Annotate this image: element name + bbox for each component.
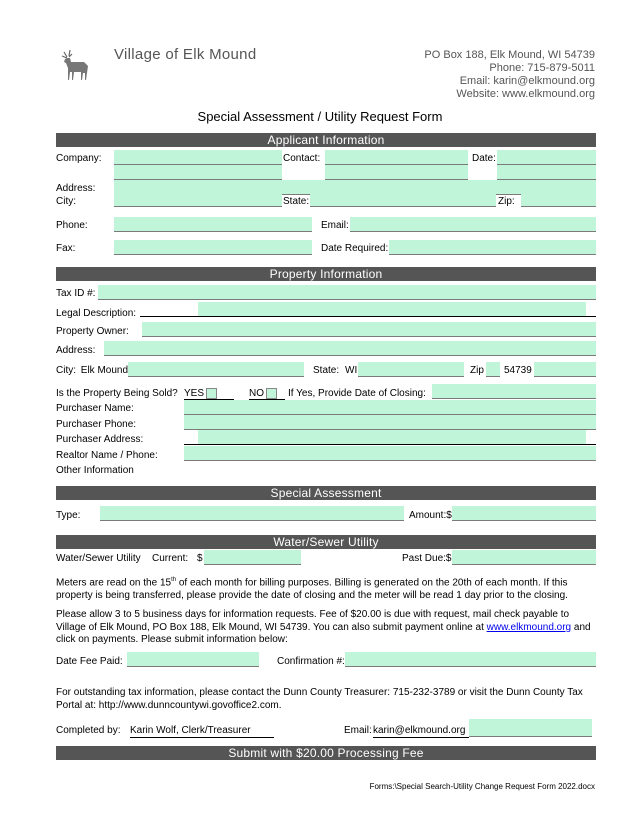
contact-field[interactable] <box>325 150 468 165</box>
address-label: Address: <box>56 183 96 194</box>
meter-paragraph <box>56 574 596 602</box>
company-field[interactable] <box>114 150 282 165</box>
yes-checkbox[interactable] <box>206 388 217 399</box>
date-fee-paid-field[interactable] <box>127 652 259 667</box>
amount-field[interactable] <box>452 506 596 521</box>
form-title: Special Assessment / Utility Request Form <box>197 109 443 124</box>
completed-by-value: Karin Wolf, Clerk/Treasurer <box>130 725 274 738</box>
section-applicant: Applicant Information <box>56 133 596 147</box>
company-field-2[interactable] <box>114 165 282 180</box>
past-due-label: Past Due:$ <box>402 553 452 564</box>
no-checkbox[interactable] <box>266 388 277 399</box>
date-required-field[interactable] <box>389 240 596 255</box>
purchaser-phone-field[interactable] <box>184 415 596 430</box>
phone-label: Phone: <box>56 220 88 231</box>
fax-label: Fax: <box>56 243 76 254</box>
city-label-text: City: <box>56 365 76 376</box>
realtor-field[interactable] <box>184 446 596 461</box>
zip-field[interactable] <box>521 194 596 207</box>
being-sold-label: Is the Property Being Sold? <box>56 388 178 399</box>
meter-text-b: of each month for billing purposes. Billing is generated on the 20th of each month. If this property is being transferred, please provide the date of closing and the meter will be read 1 day prior to the closing. <box>56 577 568 601</box>
elk-logo-icon <box>58 46 94 82</box>
property-state-label: State: <box>313 365 340 376</box>
contact-field-2[interactable] <box>325 165 468 180</box>
amount-label: Amount:$ <box>409 510 452 521</box>
meter-text-sup: th <box>171 577 177 583</box>
purchaser-name-field[interactable] <box>184 400 596 415</box>
date-label: Date: <box>472 153 496 164</box>
property-address-field[interactable] <box>104 341 596 356</box>
current-field[interactable] <box>204 550 301 565</box>
type-label: Type: <box>56 510 81 521</box>
state-label: State: <box>283 196 310 207</box>
no-label: NO <box>249 388 264 400</box>
fee-paragraph <box>56 609 596 647</box>
legal-description-field[interactable] <box>198 302 586 317</box>
email-field[interactable] <box>350 217 596 232</box>
zip-label: Zip: <box>498 196 515 207</box>
company-label: Company: <box>56 153 102 164</box>
property-owner-label: Property Owner: <box>56 326 129 337</box>
property-zip-field[interactable] <box>534 362 596 377</box>
confirmation-field[interactable] <box>345 652 596 667</box>
confirmation-label: Confirmation #: <box>277 656 345 667</box>
org-address: PO Box 188, Elk Mound, WI 54739 <box>424 49 595 61</box>
city-label: City: <box>56 196 76 207</box>
purchaser-address-underline <box>184 444 596 445</box>
footer-path: Forms:\Special Search-Utility Change Request Form 2022.docx <box>369 782 595 791</box>
property-address-label: Address: <box>56 345 96 356</box>
property-state-value: WI <box>345 365 358 376</box>
meter-text-a: Meters are read on the 15 <box>56 577 172 589</box>
purchaser-name-label: Purchaser Name: <box>56 403 134 414</box>
property-zip-gap <box>486 362 500 377</box>
tax-paragraph: For outstanding tax information, please contact the Dunn County Treasurer: 715-232-3789 or visit the Dunn County Tax Portal at: http://www.dunncountywi.govoffice2.com. <box>56 687 583 711</box>
state-field[interactable] <box>310 194 496 207</box>
section-property: Property Information <box>56 267 596 281</box>
realtor-label: Realtor Name / Phone: <box>56 450 158 461</box>
yes-label: YES <box>184 388 205 400</box>
type-field[interactable] <box>100 506 404 521</box>
completed-email-value: karin@elkmound.org <box>373 725 469 738</box>
section-utility: Water/Sewer Utility <box>56 535 596 549</box>
property-owner-field[interactable] <box>142 322 596 337</box>
section-special-assessment: Special Assessment <box>56 486 596 500</box>
current-dollar: $ <box>197 553 203 564</box>
date-fee-paid-label: Date Fee Paid: <box>56 656 123 667</box>
legal-description-underline <box>140 316 596 317</box>
org-name: Village of Elk Mound <box>114 46 257 63</box>
address-field[interactable] <box>114 180 596 195</box>
date-field[interactable] <box>497 150 596 165</box>
website-link[interactable]: www.elkmound.org <box>486 621 572 633</box>
property-city-field[interactable] <box>128 362 304 377</box>
submit-bar: Submit with $20.00 Processing Fee <box>56 746 596 760</box>
past-due-field[interactable] <box>452 550 596 565</box>
completed-email-label: Email: <box>344 725 372 736</box>
fee-text-a: Please allow 3 to 5 business days for information requests. Fee of $20.00 is due with request, mail check payable to Village of Elk Mound, PO Box 188, Elk Mound, WI 54739. You can also submit payment online at <box>56 609 570 633</box>
current-label: Current: <box>152 553 189 564</box>
date-required-label: Date Required: <box>321 243 389 254</box>
property-state-field[interactable] <box>358 362 464 377</box>
purchaser-address-label: Purchaser Address: <box>56 434 144 445</box>
fax-field[interactable] <box>114 240 312 255</box>
completed-email-field[interactable] <box>469 719 592 737</box>
tax-id-label: Tax ID #: <box>56 288 96 299</box>
contact-label: Contact: <box>283 153 321 164</box>
tax-id-field[interactable] <box>98 285 596 300</box>
purchaser-phone-label: Purchaser Phone: <box>56 419 137 430</box>
property-city-label <box>56 365 128 377</box>
completed-by-label: Completed by: <box>56 725 121 736</box>
org-website: Website: www.elkmound.org <box>456 88 595 100</box>
city-value: Elk Mound <box>80 365 129 376</box>
date-field-2[interactable] <box>497 165 596 180</box>
fee-text-b: and click on payments. Please submit information below: <box>56 621 591 645</box>
property-zip-label: Zip <box>470 365 484 376</box>
city-field[interactable] <box>114 194 282 207</box>
org-phone: Phone: 715-879-5011 <box>489 62 595 74</box>
purchaser-address-field[interactable] <box>198 430 586 445</box>
closing-date-field[interactable] <box>432 384 596 399</box>
property-zip-value: 54739 <box>504 365 532 376</box>
org-email: Email: karin@elkmound.org <box>459 75 595 87</box>
utility-label: Water/Sewer Utility <box>56 553 141 564</box>
if-yes-label: If Yes, Provide Date of Closing: <box>288 388 426 399</box>
other-info-label: Other Information <box>56 465 134 476</box>
email-label: Email: <box>321 220 349 231</box>
phone-field[interactable] <box>114 217 312 232</box>
legal-description-label: Legal Description: <box>56 308 137 319</box>
